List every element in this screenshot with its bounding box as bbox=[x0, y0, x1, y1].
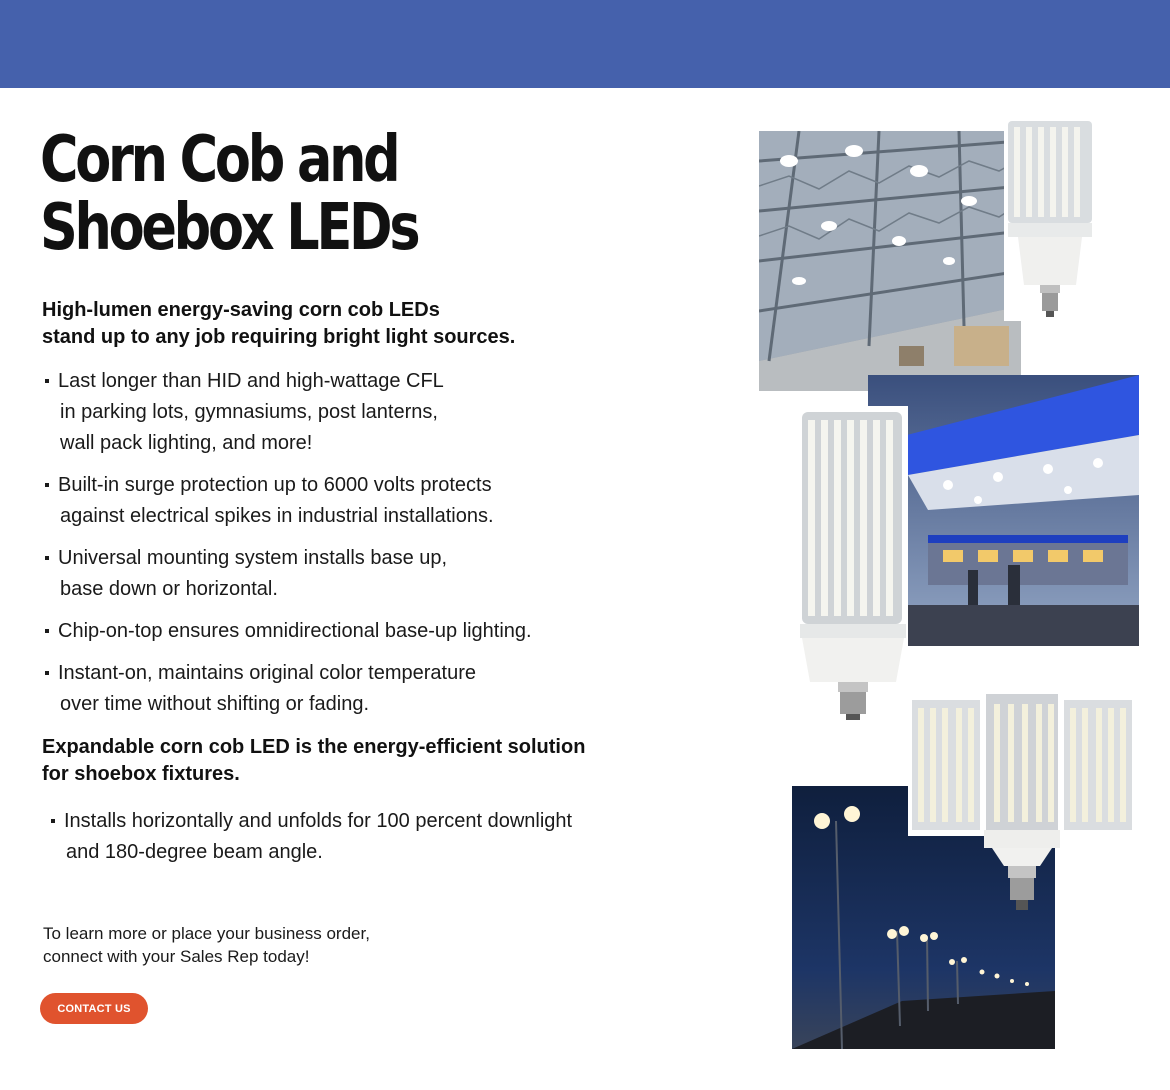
warehouse-photo bbox=[759, 131, 1021, 391]
expandable-lead bbox=[42, 734, 682, 788]
feature-line: Last longer than HID and high-wattage CFL bbox=[58, 370, 444, 392]
intro-lead bbox=[42, 297, 682, 351]
feature-line: Chip-on-top ensures omnidirectional base-up lighting. bbox=[58, 620, 532, 642]
corn-cob-bulb-icon bbox=[1000, 115, 1100, 321]
page-title bbox=[40, 123, 532, 265]
feature-item bbox=[42, 616, 682, 647]
feature-item bbox=[42, 658, 682, 720]
feature-line: in parking lots, gymnasiums, post lanterns, bbox=[60, 401, 438, 423]
feature-item bbox=[42, 543, 682, 605]
feature-line: wall pack lighting, and more! bbox=[60, 432, 313, 454]
cta-line-1: To learn more or place your business order, bbox=[43, 924, 370, 943]
feature-line: Instant-on, maintains original color temperature bbox=[58, 662, 476, 684]
feature-line: Universal mounting system installs base up, bbox=[58, 547, 448, 569]
top-banner bbox=[0, 0, 1170, 88]
feature-list bbox=[42, 366, 682, 731]
expandable-feature-list bbox=[48, 806, 688, 879]
expandable-lead-line-1: Expandable corn cob LED is the energy-efficient solution bbox=[42, 736, 586, 758]
expandable-bulb-icon bbox=[908, 690, 1136, 914]
expandable-lead-line-2: for shoebox fixtures. bbox=[42, 763, 240, 785]
contact-us-button[interactable]: CONTACT US bbox=[40, 993, 148, 1024]
feature-line: base down or horizontal. bbox=[60, 578, 278, 600]
title-line-2: Shoebox LEDs bbox=[40, 191, 418, 265]
intro-lead-line-2: stand up to any job requiring bright light sources. bbox=[42, 326, 516, 348]
feature-line: against electrical spikes in industrial installations. bbox=[60, 505, 494, 527]
title-line-1: Corn Cob and bbox=[40, 123, 398, 197]
feature-item bbox=[48, 806, 688, 868]
intro-lead-line-1: High-lumen energy-saving corn cob LEDs bbox=[42, 299, 440, 321]
cta-line-2: connect with your Sales Rep today! bbox=[43, 947, 310, 966]
feature-line: over time without shifting or fading. bbox=[60, 693, 370, 715]
feature-item bbox=[42, 470, 682, 532]
feature-line: and 180-degree beam angle. bbox=[66, 841, 323, 863]
cta-text bbox=[43, 922, 543, 968]
corn-cob-bulb-icon bbox=[796, 406, 910, 722]
feature-line: Built-in surge protection up to 6000 volts protects bbox=[58, 474, 492, 496]
feature-line: Installs horizontally and unfolds for 100 percent downlight bbox=[64, 810, 573, 832]
feature-item bbox=[42, 366, 682, 459]
